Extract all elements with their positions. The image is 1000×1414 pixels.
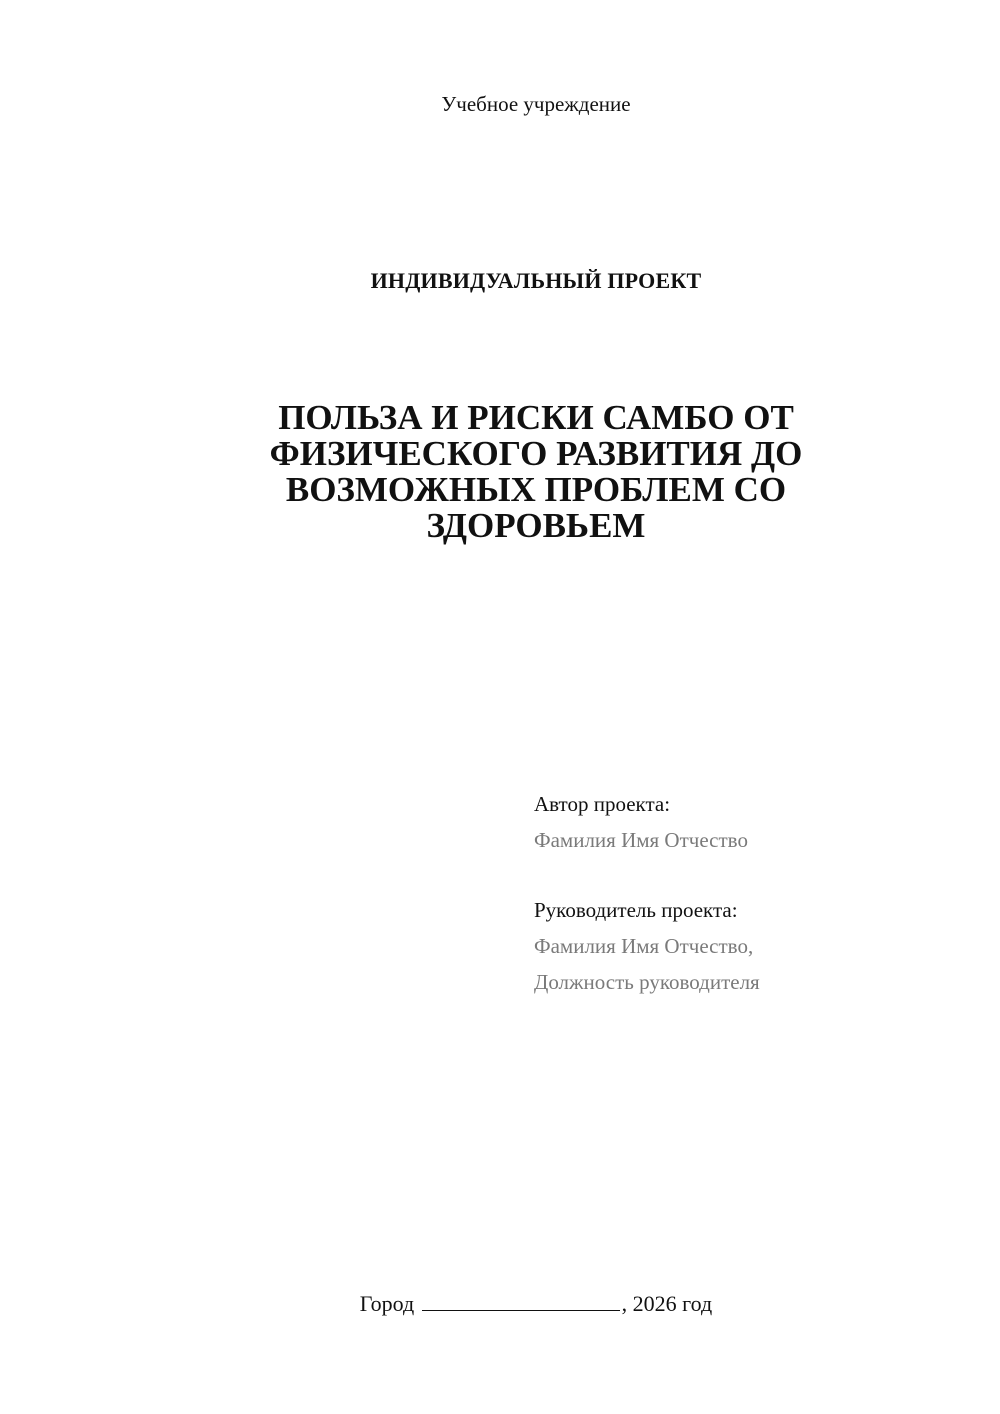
city-year-line (0, 1290, 1000, 1317)
project-title (236, 400, 836, 544)
title-line-3: ВОЗМОЖНЫХ ПРОБЛЕМ СО (285, 470, 787, 509)
title-line-2: ФИЗИЧЕСКОГО РАЗВИТИЯ ДО (269, 434, 803, 473)
author-block (534, 786, 748, 858)
supervisor-block (534, 892, 760, 1000)
author-label: Автор проекта: (534, 792, 671, 816)
supervisor-position: Должность руководителя (534, 970, 760, 994)
city-blank-line (422, 1290, 620, 1311)
supervisor-name: Фамилия Имя Отчество, (534, 934, 754, 958)
document-type: ИНДИВИДУАЛЬНЫЙ ПРОЕКТ (370, 268, 702, 293)
supervisor-label: Руководитель проекта: (534, 898, 738, 922)
city-label: Город (359, 1291, 415, 1316)
title-line-4: ЗДОРОВЬЕМ (426, 506, 646, 545)
institution-name: Учебное учреждение (441, 92, 631, 116)
year-text: , 2026 год (621, 1291, 713, 1316)
author-name: Фамилия Имя Отчество (534, 828, 748, 852)
title-line-1: ПОЛЬЗА И РИСКИ САМБО ОТ (278, 398, 794, 437)
